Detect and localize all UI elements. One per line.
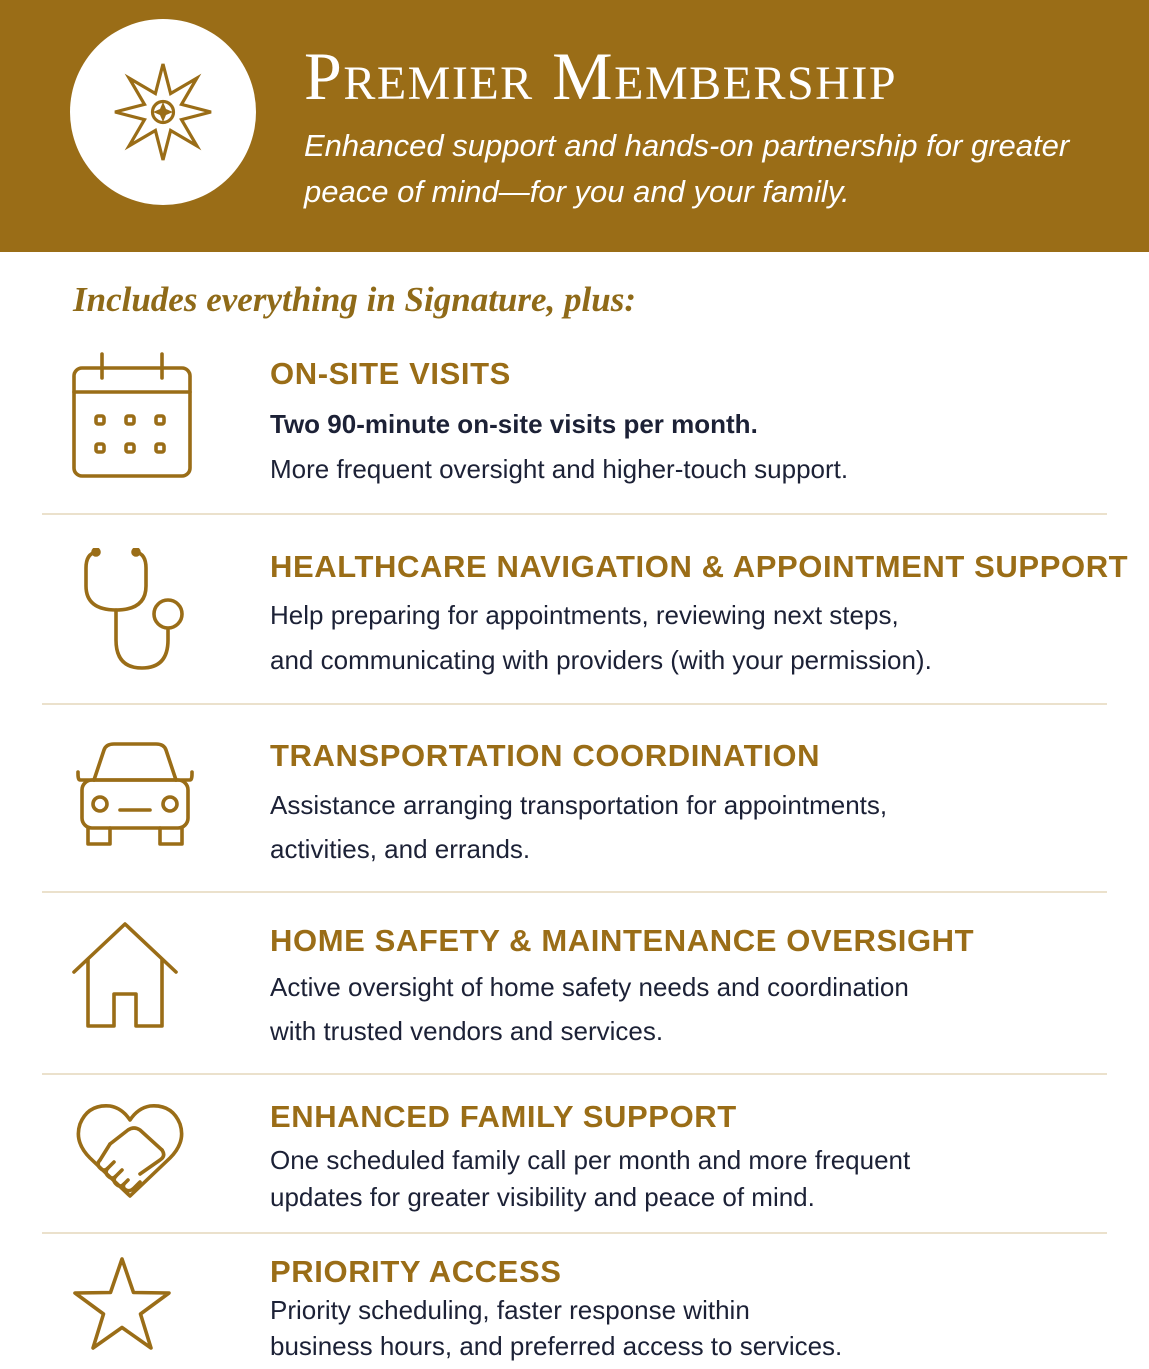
divider xyxy=(42,1232,1107,1234)
feature-line: with trusted vendors and services. xyxy=(270,1016,664,1046)
feature-title: ON-SITE VISITS xyxy=(270,356,511,391)
feature-title: PRIORITY ACCESS xyxy=(270,1254,562,1289)
car-icon xyxy=(70,740,198,850)
feature-title: HOME SAFETY & MAINTENANCE OVERSIGHT xyxy=(270,923,975,958)
intro-text: Includes everything in Signature, plus: xyxy=(73,280,637,319)
feature-line: Priority scheduling, faster response within xyxy=(270,1295,750,1325)
feature-line: and communicating with providers (with your permission). xyxy=(270,645,932,675)
divider xyxy=(42,1073,1107,1075)
feature-title: HEALTHCARE NAVIGATION & APPOINTMENT SUPPORT xyxy=(270,549,1129,584)
feature-line: Help preparing for appointments, reviewing next steps, xyxy=(270,600,899,630)
divider xyxy=(42,891,1107,893)
page-title: Premier Membership xyxy=(304,38,898,114)
compass-star-icon xyxy=(113,62,213,162)
divider xyxy=(42,513,1107,515)
feature-line: updates for greater visibility and peace of mind. xyxy=(270,1182,815,1212)
feature-highlight xyxy=(270,405,758,443)
feature-line: Assistance arranging transportation for appointments, xyxy=(270,790,888,820)
feature-title: TRANSPORTATION COORDINATION xyxy=(270,738,821,773)
badge xyxy=(70,19,256,205)
star-icon xyxy=(70,1255,174,1355)
divider xyxy=(42,703,1107,705)
feature-description-text: More frequent oversight and higher-touch support. xyxy=(270,454,849,484)
page-subtitle: Enhanced support and hands-on partnership for greater peace of mind—for you and your family. xyxy=(304,128,1070,209)
feature-line: business hours, and preferred access to services. xyxy=(270,1331,843,1361)
header-banner xyxy=(0,0,1149,252)
stethoscope-icon xyxy=(70,548,198,672)
feature-line: One scheduled family call per month and more frequent xyxy=(270,1145,911,1175)
heart-handshake-icon xyxy=(70,1100,190,1200)
calendar-icon xyxy=(70,350,198,478)
feature-highlight-text: Two 90-minute on-site visits per month. xyxy=(270,409,758,439)
house-icon xyxy=(70,920,180,1032)
feature-description xyxy=(270,450,848,488)
feature-line: activities, and errands. xyxy=(270,834,531,864)
feature-title: ENHANCED FAMILY SUPPORT xyxy=(270,1099,737,1134)
feature-line: Active oversight of home safety needs and coordination xyxy=(270,972,909,1002)
